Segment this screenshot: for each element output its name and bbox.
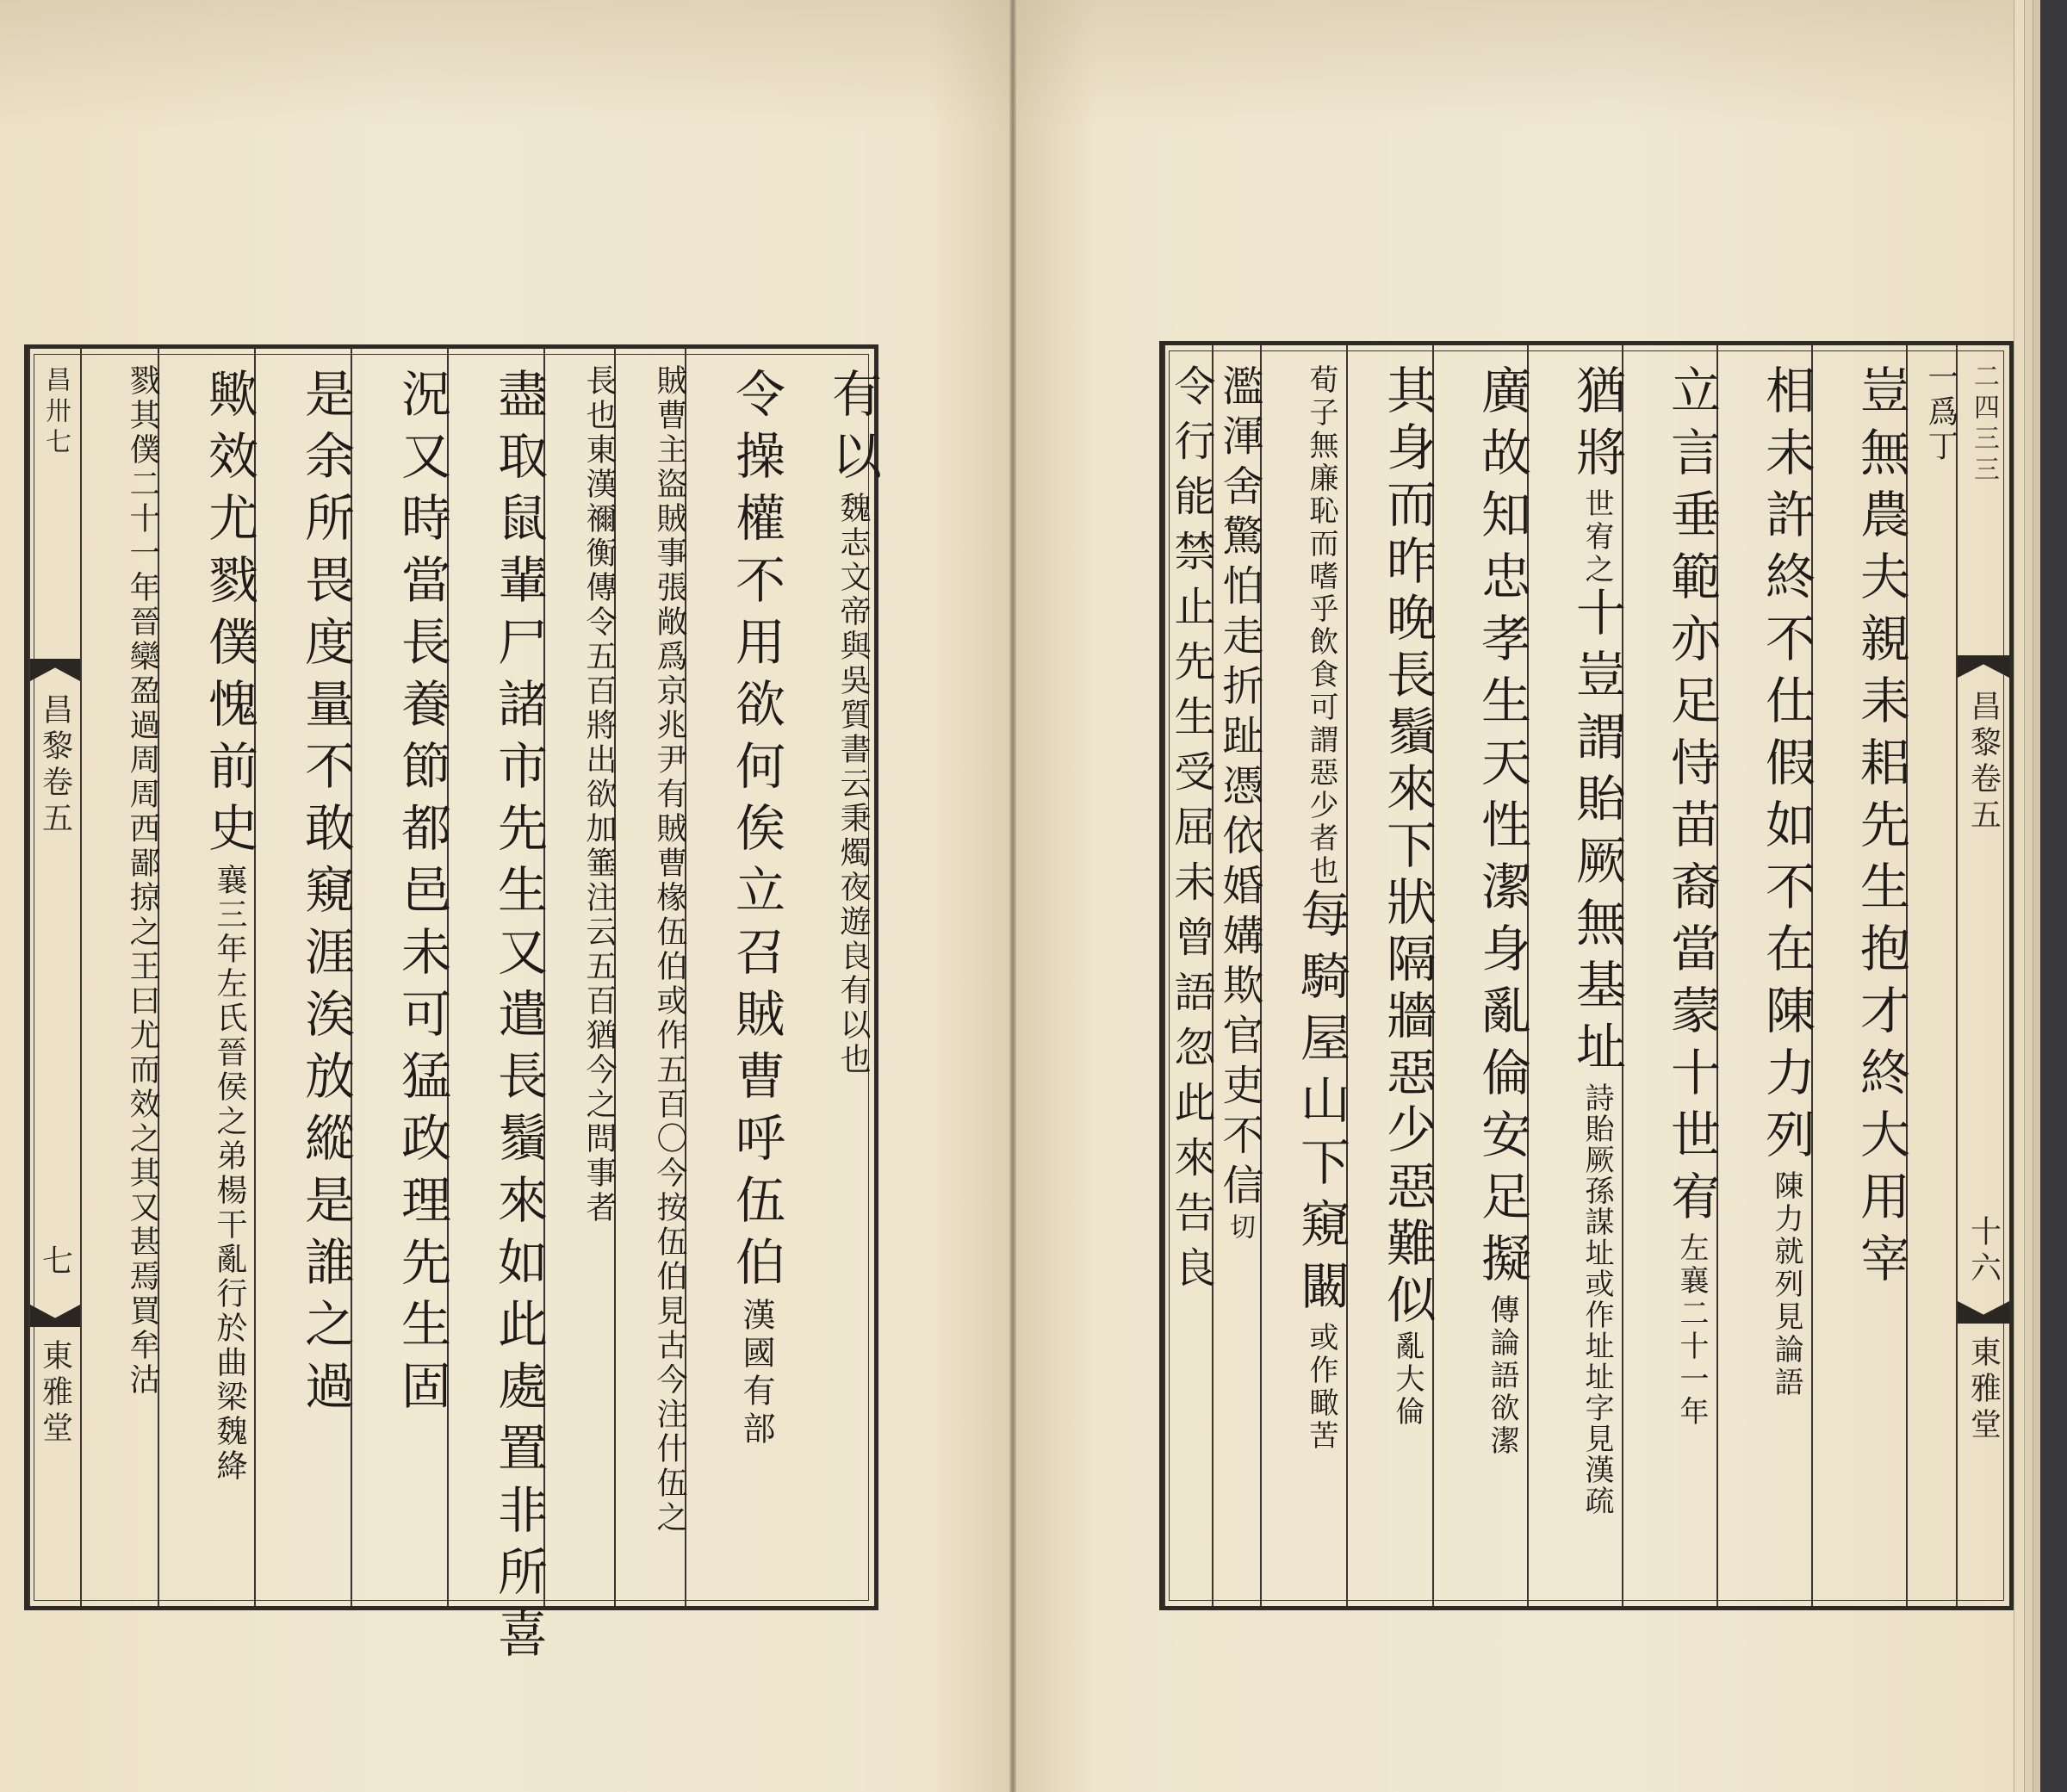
right-text-frame: [1159, 341, 2014, 1610]
right-column-4-note: 左襄二十一年: [1674, 1232, 1709, 1429]
left-column-9: [80, 349, 158, 1606]
right-fold-fishtail-lower: [1958, 1301, 2009, 1324]
right-fold-number-mark: 十六: [1965, 1215, 2002, 1287]
page-edge-3: [2033, 0, 2040, 1792]
right-fold-fishtail-upper: [1958, 655, 2009, 678]
left-page-shade: [0, 0, 1009, 129]
left-column-1-main: 有以: [823, 368, 882, 492]
right-column-4: [1622, 345, 1721, 1606]
left-column-8: [158, 349, 258, 1606]
left-column-2-note: 漢國有部: [737, 1298, 775, 1449]
left-column-7-main: 是余所畏度量不敢窺涯涘放縱是誰之過: [296, 368, 355, 1422]
left-fold-fishtail-upper: [30, 659, 80, 681]
left-column-2-main: 令操權不用欲何俟立召賊曹呼伍伯: [727, 368, 785, 1298]
right-column-8-note-2: 或作瞰苦: [1304, 1322, 1338, 1453]
right-column-10: [1164, 345, 1215, 1606]
right-column-2: [1811, 345, 1910, 1606]
right-page-shade: [1016, 0, 2014, 129]
right-column-6-note: 傳論語欲潔: [1485, 1294, 1519, 1458]
left-fold-strip: [28, 349, 80, 1606]
right-column-8: [1260, 345, 1350, 1606]
right-fold-bottom-mark: 東雅堂: [1965, 1336, 2002, 1444]
left-column-4: [543, 349, 617, 1606]
right-fold-strip: [1956, 345, 2009, 1606]
right-column-7: [1346, 345, 1437, 1606]
right-column-8-main: 每騎屋山下窺闞: [1292, 888, 1350, 1322]
right-column-1-note: 一爲丁: [1923, 361, 1958, 464]
left-column-7: [254, 349, 355, 1606]
right-column-3-note: 陳力就列見論語: [1769, 1170, 1803, 1399]
right-column-5-main: 猶將: [1567, 364, 1626, 488]
left-column-2: [685, 349, 785, 1606]
left-column-8-main: 歟效尤戮僕愧前史: [200, 368, 258, 864]
left-column-1-note: 魏志文帝與吳質書云秉燭夜遊良有以也: [835, 492, 871, 1077]
right-column-8-note: 荀子無廉恥而嗜乎飲食可謂惡少者也: [1304, 364, 1338, 888]
right-column-7-main: 其身而昨晚長鬚來下狀隔牆惡少惡難似: [1378, 364, 1437, 1330]
left-column-6: [351, 349, 451, 1606]
right-column-9-main: 濫渾舍驚怕走折趾憑依婚媾欺官吏不信: [1215, 364, 1263, 1213]
left-column-9-note: 戮其僕二十一年晉欒盈過周周西鄙掠之王曰尤而效之其又甚焉買牟沽: [125, 364, 160, 1398]
left-column-5: [447, 349, 548, 1670]
left-fold-bottom-mark: 東雅堂: [37, 1339, 73, 1448]
right-column-5-note-2: 詩貽厥孫謀址或作址址字見漢疏: [1580, 1082, 1614, 1516]
book-gutter: [1009, 0, 1016, 1792]
right-column-5: [1527, 345, 1626, 1606]
right-column-5-note: 世宥之: [1580, 488, 1614, 586]
left-text-frame: [24, 344, 882, 1670]
right-column-6: [1432, 345, 1531, 1606]
right-column-3-main: 相未許終不仕假如不在陳力列: [1757, 364, 1816, 1170]
left-column-6-main: 況又時當長養節都邑未可猛政理先生固: [393, 368, 451, 1422]
right-column-2-main: 豈無農夫親耒耜先生抱才終大用宰: [1852, 364, 1910, 1294]
right-fold-top-mark: 二四三三: [1969, 363, 1999, 487]
right-column-9: [1212, 345, 1263, 1606]
right-column-5-main-2: 十豈謂貽厥無基址: [1567, 586, 1626, 1082]
right-column-1: [1906, 345, 1956, 1606]
left-page: [0, 0, 1009, 1792]
left-column-3: [614, 349, 685, 1606]
left-column-4-note: 長也東漢禰衡傳令五百將出欲加箠注云五百猶今之問事者: [581, 364, 617, 1225]
right-fold-title-mark: 昌黎卷五: [1965, 690, 2002, 834]
left-column-1: [781, 349, 882, 1606]
left-column-8-note: 襄三年左氏晉侯之弟楊干亂行於曲梁魏絳: [212, 864, 247, 1484]
right-column-3: [1716, 345, 1816, 1606]
right-column-6-main: 廣故知忠孝生天性潔身亂倫安足擬: [1473, 364, 1531, 1294]
left-column-3-note: 賊曹主盜賊事張敞爲京兆尹有賊曹椽伍伯或作五百〇今按伍伯見古今注什伍之: [652, 364, 687, 1535]
right-page: [1016, 0, 2014, 1792]
right-column-7-note: 亂大倫: [1390, 1330, 1425, 1429]
left-fold-title-mark: 昌黎卷五: [37, 693, 73, 838]
left-fold-number-mark: 七: [37, 1244, 73, 1280]
left-fold-top-mark: 昌卅七: [40, 366, 71, 459]
right-column-9-note: 切: [1225, 1213, 1255, 1248]
right-column-10-main: 令行能禁止先生受屈未曾語忽此來告良: [1167, 364, 1215, 1301]
left-column-5-main: 盡取鼠輩尸諸市先生又遣長鬚來如此處置非所喜: [489, 368, 548, 1670]
right-column-4-main: 立言垂範亦足恃苗裔當蒙十世宥: [1662, 364, 1721, 1232]
left-fold-fishtail-lower: [30, 1305, 80, 1327]
